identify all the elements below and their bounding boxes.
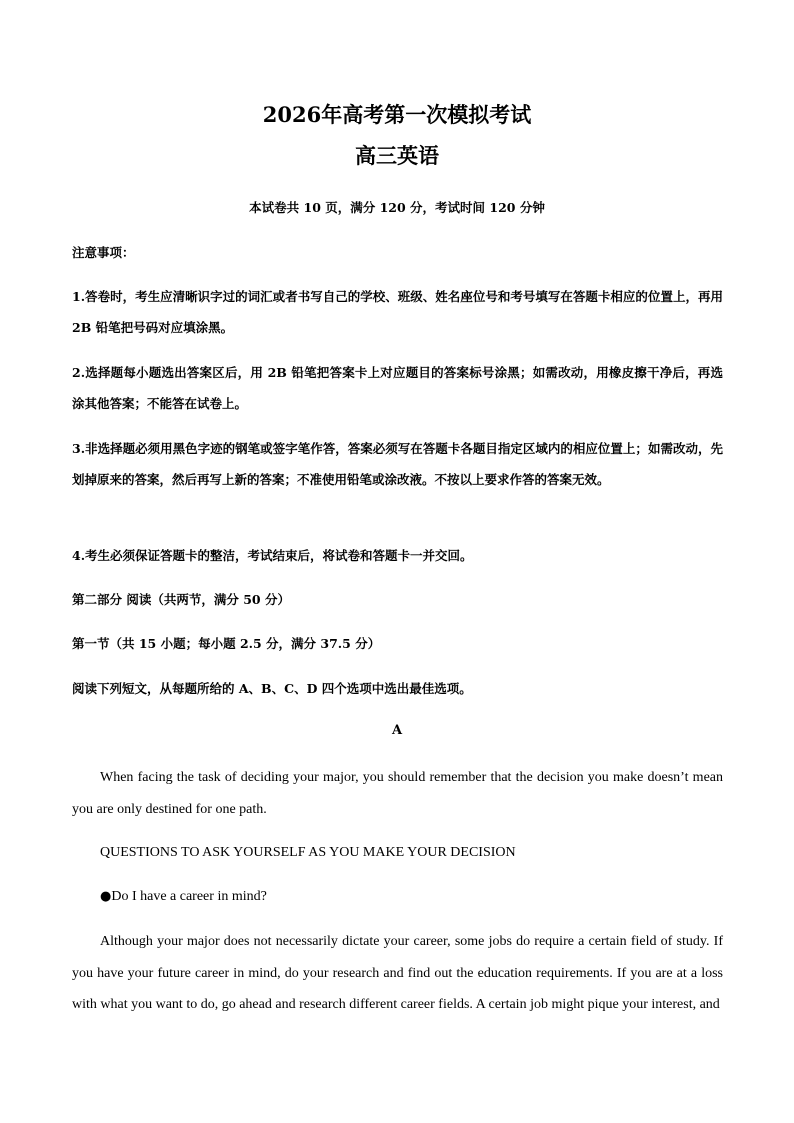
bullet-text: Do I have a career in mind? <box>111 889 267 904</box>
passage-label: A <box>391 723 403 738</box>
notice-item-4: 4.考生必须保证答题卡的整洁，考试结束后，将试卷和答题卡一并交回。 <box>72 548 473 563</box>
passage-paragraph-2: Although your major does not necessarily dictate your career, some jobs do require a certain field of study. If you have your future career in mind, do your research and find out the education requirements. If you are at a loss with what you want to do, go ahead and research different career fields. A certain job might pique your interest, and <box>72 934 723 1012</box>
reading-instruction: 阅读下列短文，从每题所给的 A、B、C、D 四个选项中选出最佳选项。 <box>72 681 472 696</box>
passage-bullet <box>72 881 723 913</box>
notice-heading: 注意事项： <box>72 245 135 260</box>
passage-paragraph-1: When facing the task of deciding your major, you should remember that the decision you make doesn’t mean you are only destined for one path. <box>72 770 723 817</box>
part-heading: 第二部分 阅读（共两节，满分 50 分） <box>72 592 290 607</box>
notice-item-3: 3.非选择题必须用黑色字迹的钢笔或签字笔作答，答案必须写在答题卡各题目指定区域内的相应位置上；如需改动，先划掉原来的答案，然后再写上新的答案；不准使用铅笔或涂改液。不按以上要求作答的答案无效。 <box>72 441 723 487</box>
bullet-icon: ● <box>100 889 112 904</box>
exam-info: 本试卷共 10 页，满分 120 分，考试时间 120 分钟 <box>249 200 545 215</box>
subsection-heading: 第一节（共 15 小题；每小题 2.5 分，满分 37.5 分） <box>72 636 381 651</box>
exam-title: 2026年高考第一次模拟考试 <box>262 102 532 127</box>
notice-item-2: 2.选择题每小题选出答案区后，用 2B 铅笔把答案卡上对应题目的答案标号涂黑；如需改动，用橡皮擦干净后，再选涂其他答案；不能答在试卷上。 <box>72 365 723 411</box>
passage-questions-heading: QUESTIONS TO ASK YOURSELF AS YOU MAKE YOUR DECISION <box>100 845 516 860</box>
exam-subject: 高三英语 <box>355 143 439 168</box>
notice-item-1: 1.答卷时，考生应清晰识字过的词汇或者书写自己的学校、班级、姓名座位号和考号填写在答题卡相应的位置上，再用 2B 铅笔把号码对应填涂黑。 <box>72 289 723 335</box>
